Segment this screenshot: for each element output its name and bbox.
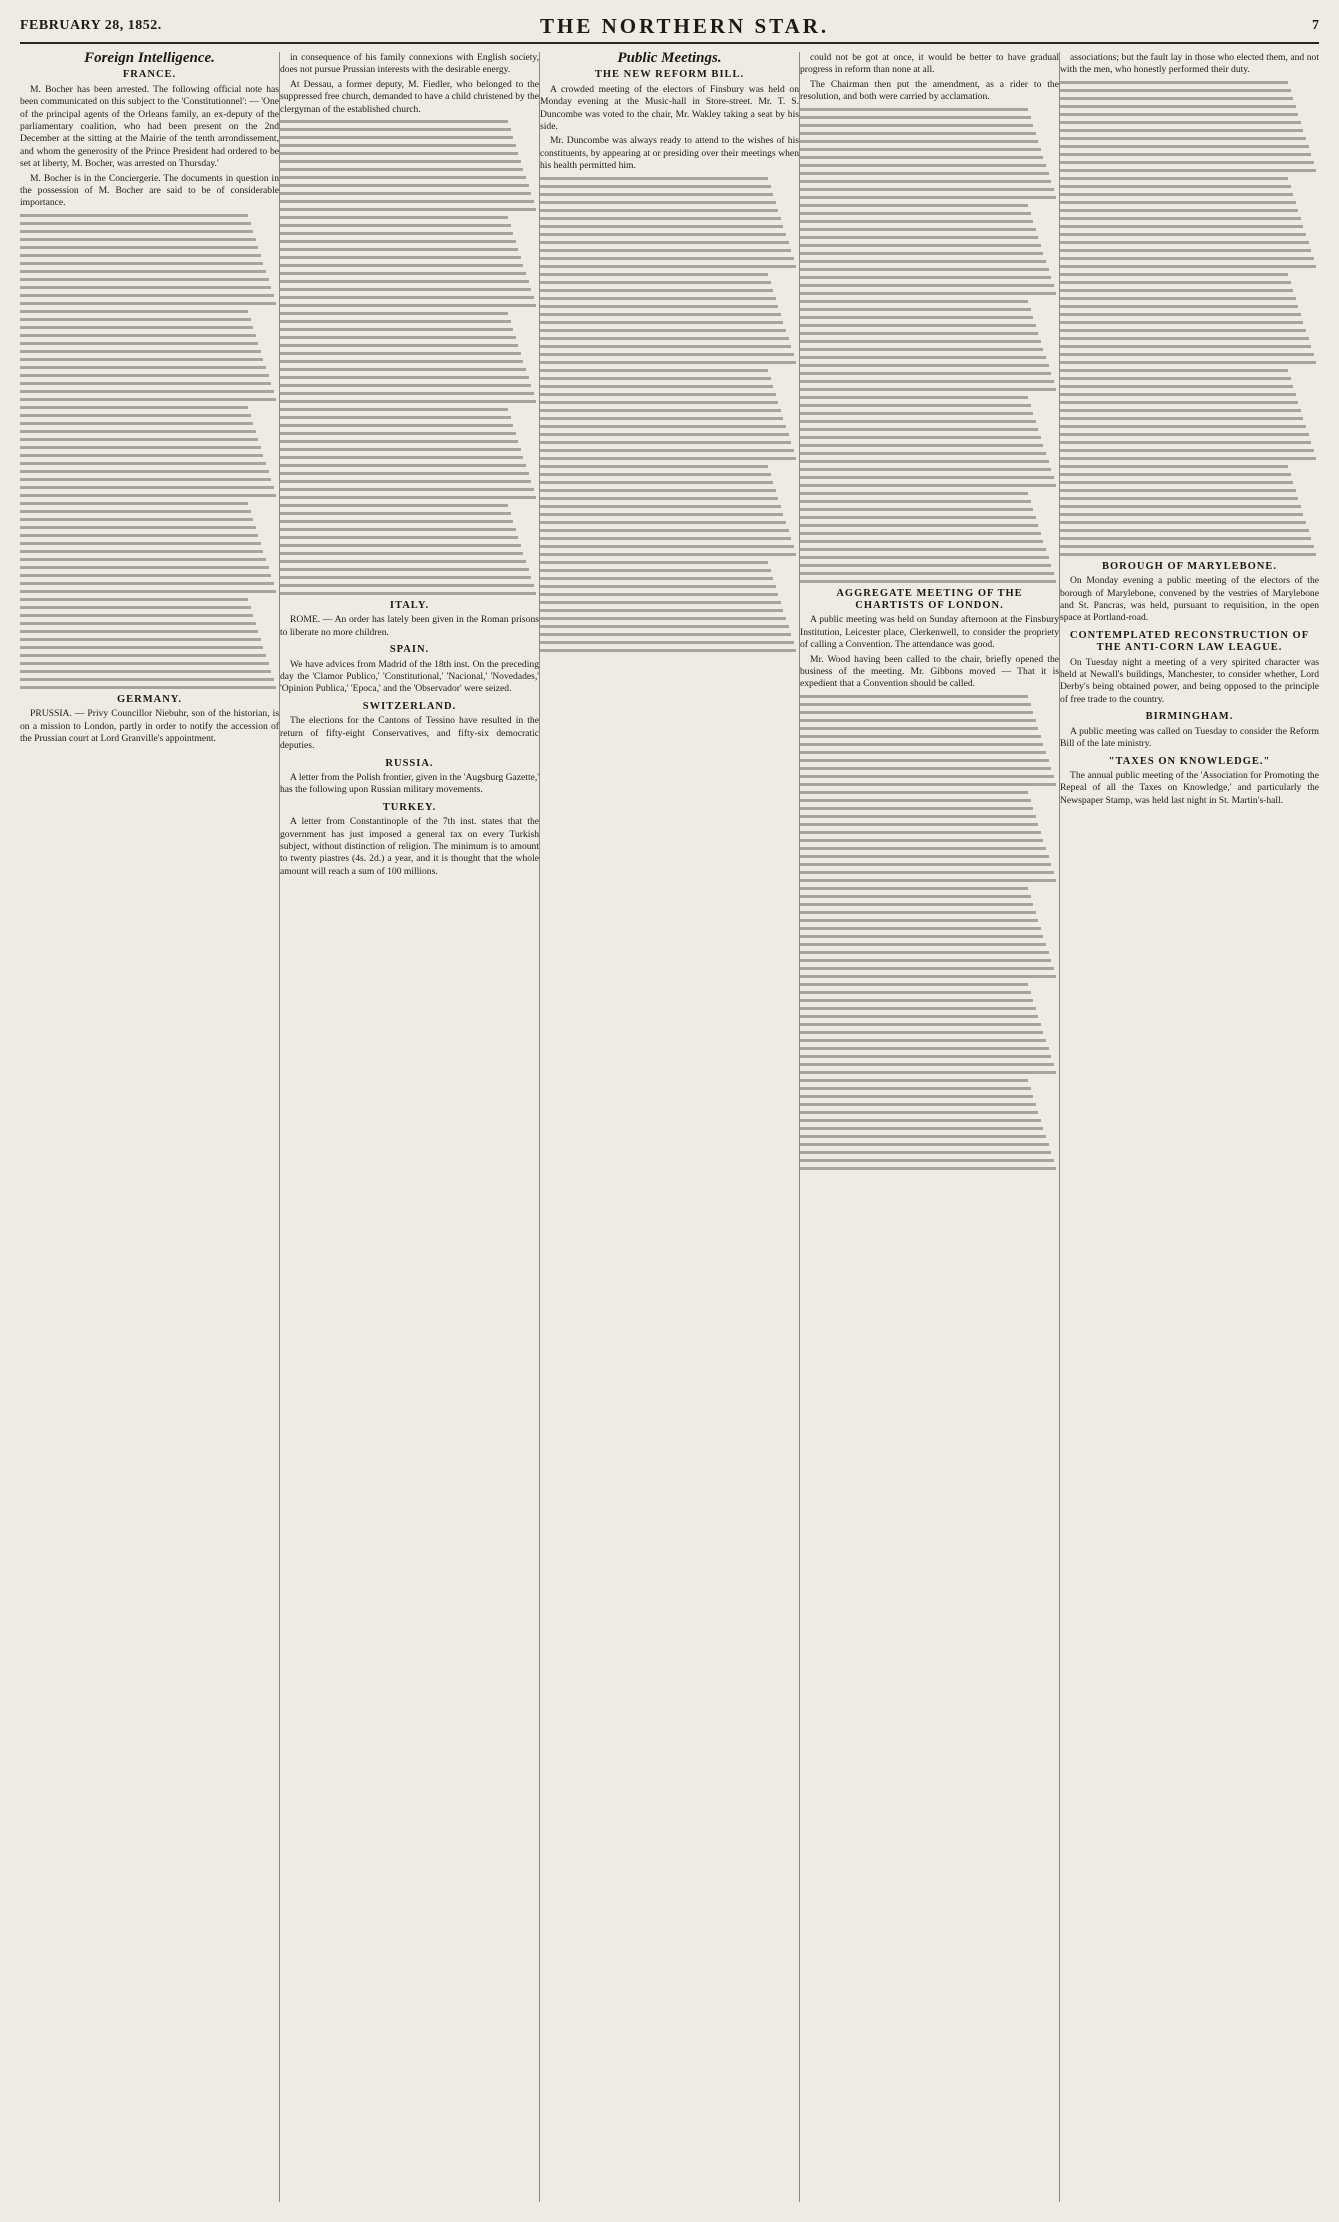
column-2 bbox=[280, 52, 539, 2202]
article-paragraph: At Dessau, a former deputy, M. Fiedler, who belonged to the suppressed free church, demanded to have a child christened by the clergyman of the established church. bbox=[280, 78, 539, 115]
section-title-foreign: Foreign Intelligence. bbox=[84, 52, 215, 66]
heading-turkey: TURKEY. bbox=[382, 801, 437, 813]
column-body-text bbox=[280, 120, 539, 595]
heading-marylebone: BOROUGH OF MARYLEBONE. bbox=[1102, 560, 1277, 572]
article-paragraph: A letter from Constantinople of the 7th inst. states that the government has just imposed a general tax on every Turkish subject, without distinction of religion. The minimum is to amount to twenty piastres (4s. 2d.) a year, and it is thought that the whole amount will reach a sum of 100 millions. bbox=[280, 816, 539, 877]
article-paragraph: Mr. Duncombe was always ready to attend to the wishes of his constituents, by appearing at or presiding over their meetings when his health permitted him. bbox=[540, 135, 799, 172]
column-4 bbox=[800, 52, 1059, 2202]
article-paragraph: in consequence of his family connexions with English society, does not pursue Prussian interests with the desirable energy. bbox=[280, 52, 539, 76]
column-body-text bbox=[1060, 81, 1319, 556]
column-body-text bbox=[20, 214, 279, 689]
heading-italy: ITALY. bbox=[389, 600, 430, 612]
heading-taxes-on-knowledge: "TAXES ON KNOWLEDGE." bbox=[1108, 755, 1271, 767]
article-paragraph: Mr. Wood having been called to the chair, briefly opened the business of the meeting. Mr. Gibbons moved — That it is expedient that a Convention should be called. bbox=[800, 653, 1059, 690]
heading-chartist-meeting: AGGREGATE MEETING OF THE CHARTISTS OF LONDON. bbox=[836, 587, 1023, 612]
article-paragraph: PRUSSIA. — Privy Councillor Niebuhr, son of the historian, is on a mission to London, partly in order to notify the accession of the Prussian court at Lord Granville's appointment. bbox=[20, 708, 279, 745]
masthead-rule bbox=[20, 42, 1319, 44]
heading-russia: RUSSIA. bbox=[385, 757, 434, 769]
article-paragraph: could not be got at once, it would be better to have gradual progress in reform than none at all. bbox=[800, 52, 1059, 76]
heading-spain: SPAIN. bbox=[389, 644, 430, 656]
article-paragraph: The elections for the Cantons of Tessino have resulted in the return of fifty-eight Conservatives, and fifty-six democratic deputies. bbox=[280, 715, 539, 752]
article-paragraph: A letter from the Polish frontier, given in the 'Augsburg Gazette,' has the following upon Russian military movements. bbox=[280, 771, 539, 796]
section-title-meetings: Public Meetings. bbox=[617, 52, 722, 66]
article-paragraph: We have advices from Madrid of the 18th inst. On the preceding day the 'Clamor Publico,' 'Constitutional,' 'Nacional,' 'Novedades,' 'Opinion Publica,' 'Epoca,' and the 'Observador' were seized. bbox=[280, 658, 539, 695]
heading-france: FRANCE. bbox=[122, 69, 177, 81]
article-paragraph: The Chairman then put the amendment, as a rider to the resolution, and both were carried by acclamation. bbox=[800, 78, 1059, 103]
article-paragraph: associations; but the fault lay in those who elected them, and not with the men, who honestly performed their duty. bbox=[1060, 52, 1319, 76]
article-paragraph: A crowded meeting of the electors of Finsbury was held on Monday evening at the Music-hall in Store-street. Mr. T. S. Duncombe was voted to the chair, Mr. Wakley taking a seat by his side. bbox=[540, 83, 799, 133]
columns bbox=[20, 52, 1319, 2207]
article-paragraph: The annual public meeting of the 'Association for Promoting the Repeal of all the Taxes on Knowledge,' and particularly the Newspaper Stamp, was held last night in St. Martin's-hall. bbox=[1060, 769, 1319, 806]
heading-birmingham: BIRMINGHAM. bbox=[1145, 711, 1234, 723]
heading-germany: GERMANY. bbox=[116, 693, 183, 705]
article-paragraph: A public meeting was held on Sunday afternoon at the Finsbury Institution, Leicester place, Clerkenwell, to consider the propriety of calling a Convention. The attendance was good. bbox=[800, 614, 1059, 651]
heading-reform-bill: THE NEW REFORM BILL. bbox=[594, 69, 745, 81]
column-3 bbox=[540, 52, 799, 2202]
page-number: 7 bbox=[1312, 18, 1319, 33]
article-paragraph: M. Bocher is in the Conciergerie. The documents in question in the possession of M. Bocher are said to be of considerable importance. bbox=[20, 172, 279, 209]
article-paragraph: On Monday evening a public meeting of the electors of the borough of Marylebone, convened by the vestries of Marylebone and St. Pancras, was held, pursuant to requisition, in the open space at Portland-road. bbox=[1060, 575, 1319, 624]
article-paragraph: ROME. — An order has lately been given in the Roman prisons to liberate no more children. bbox=[280, 614, 539, 638]
masthead bbox=[20, 14, 1319, 40]
column-5 bbox=[1060, 52, 1319, 2202]
article-paragraph: On Tuesday night a meeting of a very spirited character was held at Newall's buildings, Manchester, to consider whether, Lord Derby's being obtained power, and being opposed to the principle of free trade to the country. bbox=[1060, 656, 1319, 705]
column-body-text bbox=[800, 695, 1059, 1170]
column-body-text bbox=[800, 108, 1059, 583]
newspaper-title: THE NORTHERN STAR. bbox=[540, 14, 830, 38]
issue-date: FEBRUARY 28, 1852. bbox=[20, 18, 162, 33]
column-body-text bbox=[540, 177, 799, 652]
heading-switzerland: SWITZERLAND. bbox=[362, 700, 457, 712]
column-1 bbox=[20, 52, 279, 2202]
heading-anti-corn-law: CONTEMPLATED RECONSTRUCTION OF THE ANTI-CORN LAW LEAGUE. bbox=[1069, 629, 1310, 654]
article-paragraph: M. Bocher has been arrested. The following official note has been communicated on this subject to the 'Constitutionnel': — 'One of the principal agents of the Orleans family, an ex-deputy of the parliamentary coalition, who had been present on the 2nd December at the sitting at the Mairie of the tenth arrondissement, and whom the generosity of the Prince President had ordered to be set at liberty, M. Bocher, was arrested on Thursday.' bbox=[20, 83, 279, 170]
article-paragraph: A public meeting was called on Tuesday to consider the Reform Bill of the late ministry. bbox=[1060, 725, 1319, 750]
